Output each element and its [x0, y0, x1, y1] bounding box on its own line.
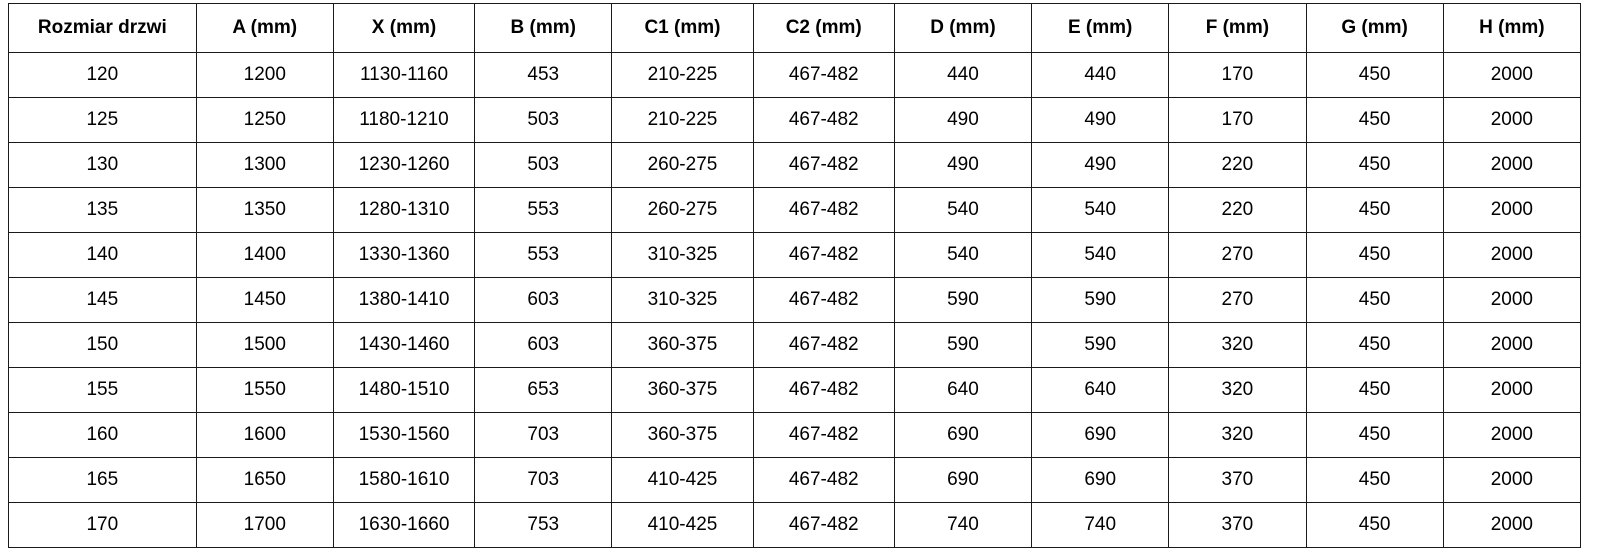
table-cell: 2000	[1443, 413, 1580, 458]
table-cell: 1300	[196, 143, 333, 188]
cell-door-size: 170	[9, 503, 197, 548]
column-header: E (mm)	[1032, 4, 1169, 53]
table-cell: 450	[1306, 413, 1443, 458]
table-cell: 320	[1169, 368, 1306, 413]
table-cell: 1380-1410	[333, 278, 474, 323]
table-cell: 1550	[196, 368, 333, 413]
table-cell: 440	[1032, 53, 1169, 98]
table-cell: 270	[1169, 233, 1306, 278]
table-cell: 450	[1306, 143, 1443, 188]
table-cell: 503	[475, 143, 612, 188]
table-cell: 450	[1306, 368, 1443, 413]
table-cell: 590	[1032, 278, 1169, 323]
cell-door-size: 120	[9, 53, 197, 98]
table-cell: 690	[1032, 413, 1169, 458]
table-cell: 540	[1032, 233, 1169, 278]
table-cell: 320	[1169, 323, 1306, 368]
table-cell: 467-482	[753, 458, 894, 503]
table-cell: 2000	[1443, 98, 1580, 143]
cell-door-size: 165	[9, 458, 197, 503]
column-header: G (mm)	[1306, 4, 1443, 53]
table-cell: 370	[1169, 503, 1306, 548]
table-cell: 740	[894, 503, 1031, 548]
cell-door-size: 125	[9, 98, 197, 143]
table-cell: 467-482	[753, 188, 894, 233]
table-cell: 450	[1306, 278, 1443, 323]
table-header-row	[9, 4, 1581, 53]
table-cell: 410-425	[612, 458, 753, 503]
table-cell: 320	[1169, 413, 1306, 458]
table-cell: 753	[475, 503, 612, 548]
table-cell: 2000	[1443, 143, 1580, 188]
table-body	[9, 53, 1581, 548]
table-cell: 450	[1306, 98, 1443, 143]
table-cell: 270	[1169, 278, 1306, 323]
column-header: F (mm)	[1169, 4, 1306, 53]
table-cell: 2000	[1443, 233, 1580, 278]
table-cell: 310-325	[612, 233, 753, 278]
table-cell: 220	[1169, 188, 1306, 233]
column-header: H (mm)	[1443, 4, 1580, 53]
table-cell: 490	[894, 143, 1031, 188]
table-cell: 450	[1306, 323, 1443, 368]
table-cell: 1450	[196, 278, 333, 323]
table-cell: 467-482	[753, 503, 894, 548]
table-cell: 450	[1306, 53, 1443, 98]
table-cell: 170	[1169, 98, 1306, 143]
table-cell: 1350	[196, 188, 333, 233]
table-cell: 260-275	[612, 143, 753, 188]
table-cell: 450	[1306, 458, 1443, 503]
table-cell: 1530-1560	[333, 413, 474, 458]
column-header: B (mm)	[475, 4, 612, 53]
table-cell: 1580-1610	[333, 458, 474, 503]
table-cell: 1180-1210	[333, 98, 474, 143]
table-cell: 1130-1160	[333, 53, 474, 98]
cell-door-size: 140	[9, 233, 197, 278]
table-cell: 490	[1032, 143, 1169, 188]
column-header: Rozmiar drzwi	[9, 4, 197, 53]
table-cell: 370	[1169, 458, 1306, 503]
table-cell: 490	[894, 98, 1031, 143]
table-cell: 2000	[1443, 53, 1580, 98]
table-cell: 450	[1306, 188, 1443, 233]
cell-door-size: 145	[9, 278, 197, 323]
table-cell: 553	[475, 233, 612, 278]
table-cell: 410-425	[612, 503, 753, 548]
table-row	[9, 53, 1581, 98]
table-cell: 450	[1306, 233, 1443, 278]
table-row	[9, 233, 1581, 278]
table-row	[9, 143, 1581, 188]
table-header	[9, 4, 1581, 53]
table-cell: 590	[894, 278, 1031, 323]
door-size-specification-table	[8, 3, 1581, 548]
table-cell: 1600	[196, 413, 333, 458]
table-cell: 360-375	[612, 368, 753, 413]
table-cell: 2000	[1443, 458, 1580, 503]
table-cell: 2000	[1443, 503, 1580, 548]
table-cell: 260-275	[612, 188, 753, 233]
cell-door-size: 155	[9, 368, 197, 413]
table-cell: 1330-1360	[333, 233, 474, 278]
table-row	[9, 503, 1581, 548]
table-cell: 310-325	[612, 278, 753, 323]
cell-door-size: 135	[9, 188, 197, 233]
table-cell: 590	[894, 323, 1031, 368]
table-row	[9, 188, 1581, 233]
table-cell: 1630-1660	[333, 503, 474, 548]
cell-door-size: 160	[9, 413, 197, 458]
table-cell: 703	[475, 413, 612, 458]
table-cell: 1250	[196, 98, 333, 143]
table-cell: 1230-1260	[333, 143, 474, 188]
table-cell: 690	[894, 458, 1031, 503]
table-cell: 490	[1032, 98, 1169, 143]
table-row	[9, 368, 1581, 413]
table-cell: 553	[475, 188, 612, 233]
table-cell: 1400	[196, 233, 333, 278]
table-cell: 1200	[196, 53, 333, 98]
column-header: C1 (mm)	[612, 4, 753, 53]
table-cell: 1700	[196, 503, 333, 548]
table-cell: 220	[1169, 143, 1306, 188]
table-cell: 1480-1510	[333, 368, 474, 413]
table-cell: 540	[1032, 188, 1169, 233]
column-header: C2 (mm)	[753, 4, 894, 53]
table-row	[9, 98, 1581, 143]
table-cell: 590	[1032, 323, 1169, 368]
table-row	[9, 413, 1581, 458]
column-header: X (mm)	[333, 4, 474, 53]
table-cell: 170	[1169, 53, 1306, 98]
table-cell: 440	[894, 53, 1031, 98]
table-cell: 467-482	[753, 98, 894, 143]
table-cell: 603	[475, 323, 612, 368]
cell-door-size: 150	[9, 323, 197, 368]
table-row	[9, 278, 1581, 323]
table-cell: 360-375	[612, 413, 753, 458]
column-header: D (mm)	[894, 4, 1031, 53]
table-cell: 467-482	[753, 323, 894, 368]
table-cell: 503	[475, 98, 612, 143]
table-cell: 690	[1032, 458, 1169, 503]
table-cell: 703	[475, 458, 612, 503]
table-row	[9, 323, 1581, 368]
cell-door-size: 130	[9, 143, 197, 188]
table-cell: 467-482	[753, 278, 894, 323]
table-cell: 690	[894, 413, 1031, 458]
table-cell: 2000	[1443, 188, 1580, 233]
table-cell: 640	[894, 368, 1031, 413]
table-cell: 210-225	[612, 98, 753, 143]
table-cell: 2000	[1443, 278, 1580, 323]
table-cell: 540	[894, 233, 1031, 278]
table-cell: 450	[1306, 503, 1443, 548]
table-cell: 603	[475, 278, 612, 323]
table-cell: 2000	[1443, 368, 1580, 413]
table-cell: 2000	[1443, 323, 1580, 368]
table-cell: 1280-1310	[333, 188, 474, 233]
table-cell: 653	[475, 368, 612, 413]
table-cell: 467-482	[753, 413, 894, 458]
table-cell: 467-482	[753, 233, 894, 278]
table-cell: 360-375	[612, 323, 753, 368]
table-cell: 640	[1032, 368, 1169, 413]
table-cell: 467-482	[753, 143, 894, 188]
table-row	[9, 458, 1581, 503]
table-cell: 210-225	[612, 53, 753, 98]
table-cell: 1650	[196, 458, 333, 503]
table-cell: 1430-1460	[333, 323, 474, 368]
table-cell: 740	[1032, 503, 1169, 548]
table-cell: 540	[894, 188, 1031, 233]
table-cell: 453	[475, 53, 612, 98]
table-cell: 467-482	[753, 368, 894, 413]
column-header: A (mm)	[196, 4, 333, 53]
table-cell: 467-482	[753, 53, 894, 98]
table-cell: 1500	[196, 323, 333, 368]
